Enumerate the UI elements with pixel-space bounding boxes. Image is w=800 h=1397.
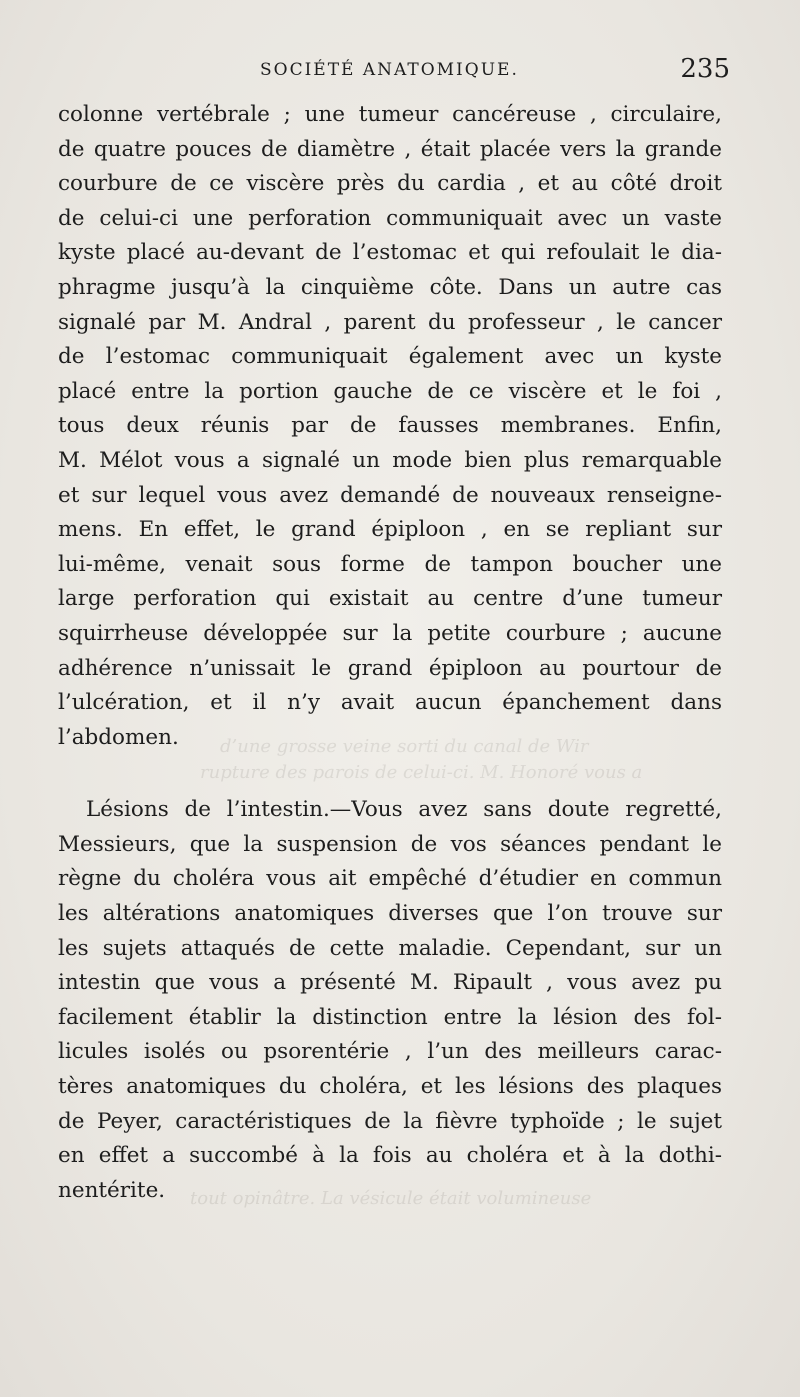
- text-line: de celui-ci une perforation communiquait avec un vaste: [58, 205, 722, 231]
- text-line: mens. En effet, le grand épiploon , en se repliant sur: [58, 517, 722, 543]
- text-line: squirrheuse développée sur la petite courbure ; aucune: [58, 620, 722, 646]
- text-line: phragme jusqu’à la cinquième côte. Dans un autre cas: [58, 274, 722, 300]
- text-line: Lésions de l’intestin.—Vous avez sans doute regretté,: [86, 797, 722, 823]
- text-line: l’abdomen.: [58, 724, 179, 750]
- text-line: les altérations anatomiques diverses que l’on trouve sur: [58, 901, 722, 927]
- paragraph: [58, 98, 722, 755]
- text-line: M. Mélot vous a signalé un mode bien plus remarquable: [58, 447, 722, 473]
- paragraph: [58, 793, 722, 1208]
- text-line: courbure de ce viscère près du cardia , et au côté droit: [58, 171, 722, 197]
- text-line: tères anatomiques du choléra, et les lésions des plaques: [58, 1074, 722, 1100]
- text-line: Messieurs, que la suspension de vos séances pendant le: [58, 831, 722, 857]
- body-text: [58, 98, 722, 1208]
- paragraph-gap: [58, 755, 722, 793]
- bleed-through-text: rupture des parois de celui-ci. M. Honoré vous a: [200, 762, 643, 783]
- text-line: tous deux réunis par de fausses membranes. Enfin,: [58, 413, 722, 439]
- text-line: les sujets attaqués de cette maladie. Cependant, sur un: [58, 935, 722, 961]
- text-line: signalé par M. Andral , parent du professeur , le cancer: [58, 309, 722, 335]
- text-line: nentérite.: [58, 1177, 166, 1203]
- text-line: large perforation qui existait au centre d’une tumeur: [58, 586, 722, 612]
- running-title: SOCIÉTÉ ANATOMIQUE.: [260, 60, 519, 80]
- text-line: lui-même, venait sous forme de tampon boucher une: [58, 551, 722, 577]
- text-line: placé entre la portion gauche de ce viscère et le foi ,: [58, 378, 722, 404]
- text-line: intestin que vous a présenté M. Ripault , vous avez pu: [58, 970, 722, 996]
- text-line: l’ulcération, et il n’y avait aucun épanchement dans: [58, 690, 722, 716]
- text-line: colonne vertébrale ; une tumeur cancéreuse , circulaire,: [58, 102, 722, 127]
- text-line: adhérence n’unissait le grand épiploon au pourtour de: [58, 655, 722, 681]
- text-line: kyste placé au-devant de l’estomac et qui refoulait le dia-: [58, 240, 722, 266]
- text-line: de l’estomac communiquait également avec un kyste: [58, 344, 722, 370]
- text-line: licules isolés ou psorentérie , l’un des meilleurs carac-: [58, 1039, 722, 1065]
- text-line: en effet a succombé à la fois au choléra et à la dothi-: [58, 1143, 722, 1169]
- text-line: et sur lequel vous avez demandé de nouveaux renseigne-: [58, 482, 722, 508]
- bleed-through-text: tout opinâtre. La vésicule était volumineuse: [190, 1188, 592, 1209]
- text-line: de quatre pouces de diamètre , était placée vers la grande: [58, 136, 722, 162]
- text-line: règne du choléra vous ait empêché d’étudier en commun: [58, 866, 722, 892]
- page-number: 235: [680, 54, 730, 84]
- text-line: facilement établir la distinction entre la lésion des fol-: [58, 1004, 722, 1030]
- page-header: [50, 54, 730, 88]
- bleed-through-text: d’une grosse veine sorti du canal de Wir: [220, 736, 589, 757]
- text-line: de Peyer, caractéristiques de la fièvre typhoïde ; le sujet: [58, 1108, 722, 1134]
